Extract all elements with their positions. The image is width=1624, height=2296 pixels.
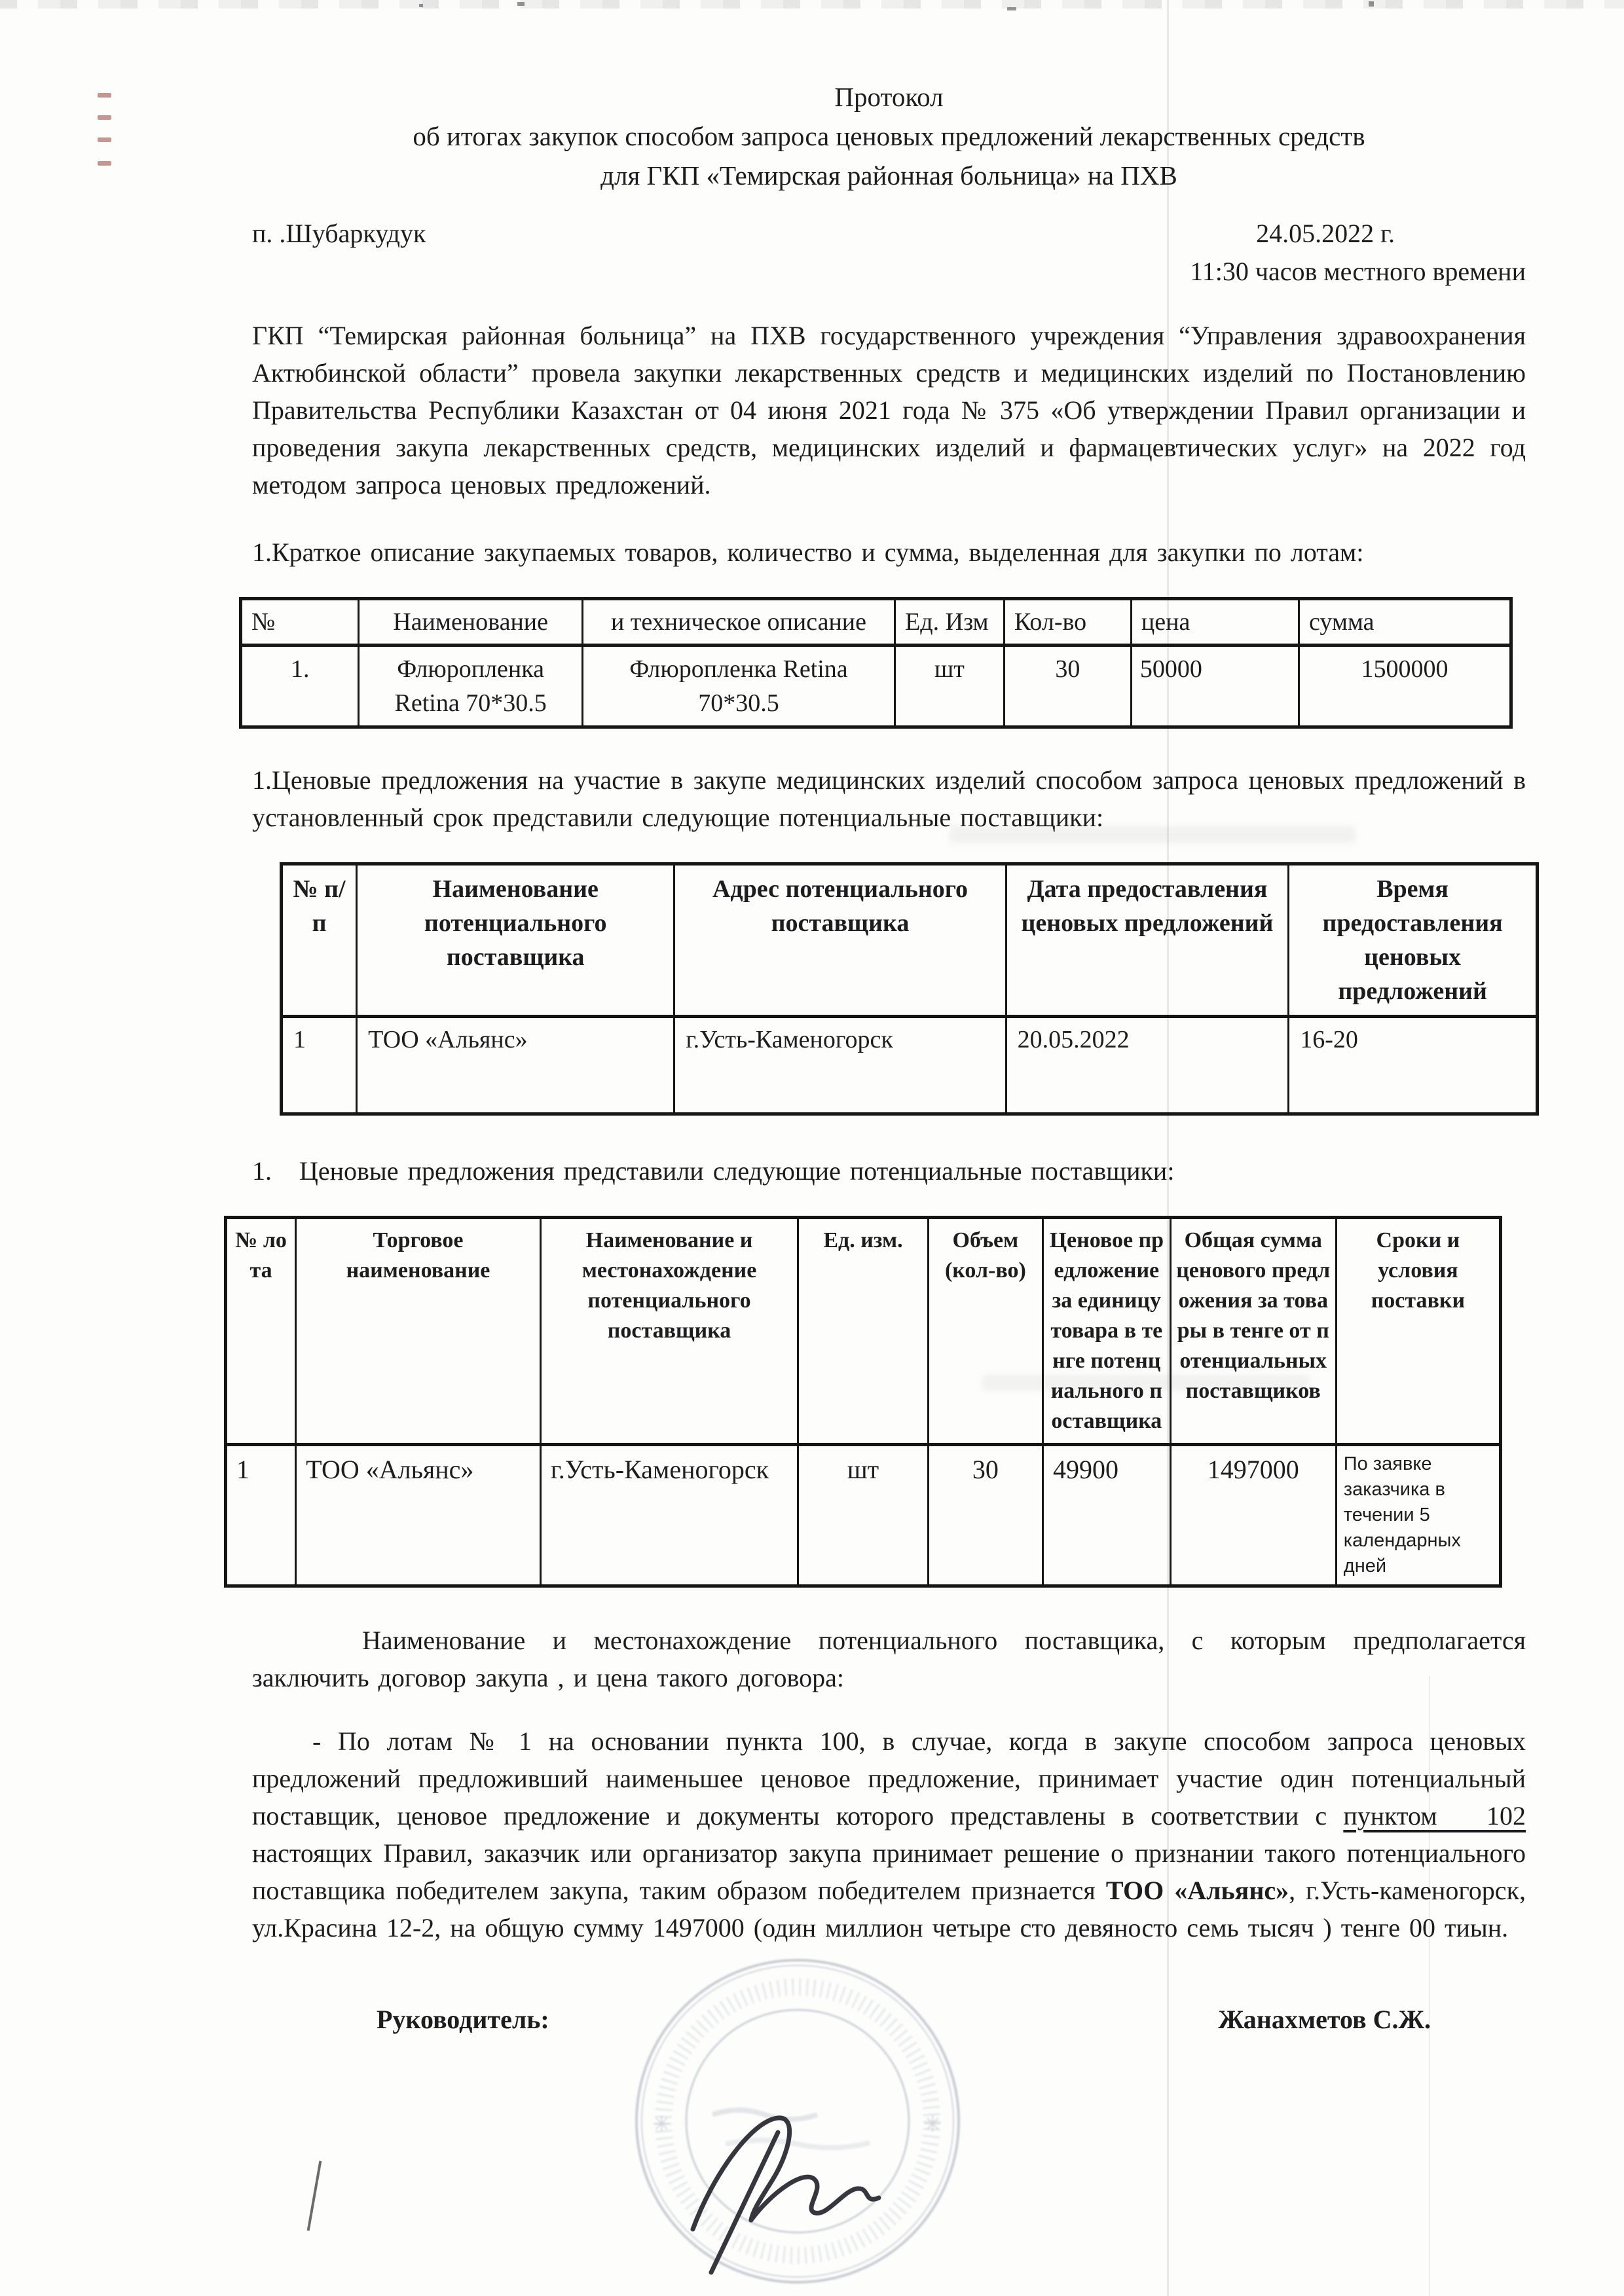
scan-noise-band: [0, 0, 1624, 9]
section2-heading: 1.Ценовые предложения на участие в закупе медицинских изделий способом запроса ценовых предложений в установленный срок представили следующие потенциальные поставщики:: [252, 765, 1526, 832]
section1-heading: 1.Краткое описание закупаемых товаров, количество и сумма, выделенная для закупки по лотам:: [252, 538, 1364, 567]
data-cell: 1.: [241, 646, 359, 727]
data-cell: г.Усть-Каменогорск: [540, 1445, 798, 1586]
data-cell: 1497000: [1170, 1445, 1336, 1586]
signature-row: [252, 2003, 1526, 2037]
underlined-clause: пунктом 102: [1343, 1801, 1526, 1831]
header-cell: Общая сумма ценового предложения за товары в тенге от потенциальных поставщиков: [1170, 1218, 1336, 1445]
data-cell: По заявке заказчика в течении 5 календарных дней: [1336, 1445, 1500, 1586]
doc-subtitle-1: об итогах закупок способом запроса ценовых предложений лекарственных средств: [413, 121, 1365, 151]
data-cell: 16-20: [1289, 1017, 1538, 1114]
place-label: п. .Шубаркудук: [252, 219, 426, 248]
header-cell: сумма: [1299, 599, 1511, 646]
scan-speck: [517, 2, 525, 6]
table-row: [241, 646, 1511, 727]
data-cell: Флюропленка Retina 70*30.5: [359, 646, 582, 727]
header-cell: Наименование: [359, 599, 582, 646]
header-cell: Ед. Изм: [895, 599, 1005, 646]
date-label: 24.05.2022 г.: [1256, 219, 1395, 248]
suppliers-submission-table: [280, 862, 1539, 1116]
header-cell: Адрес потенциального поставщика: [674, 864, 1006, 1017]
header-cell: Дата предоставления ценовых предложений: [1006, 864, 1289, 1017]
header-cell: Ценовое предложение за единицу товара в тенге потенциального поставщика: [1043, 1218, 1170, 1445]
data-cell: 50000: [1131, 646, 1299, 727]
header-cell: № лота: [226, 1218, 296, 1445]
conclusion-paragraph-2: [252, 1722, 1526, 1946]
header-cell: № п/п: [282, 864, 357, 1017]
data-cell: 30: [928, 1445, 1043, 1586]
data-cell: 30: [1004, 646, 1131, 727]
section3-heading: 1. Ценовые предложения представили следующие потенциальные поставщики:: [252, 1156, 1175, 1186]
header-cell: Время предоставления ценовых предложений: [1289, 864, 1538, 1017]
header-cell: и техническое описание: [582, 599, 895, 646]
red-mark-artifact: [98, 93, 111, 98]
scan-speck: [1007, 7, 1016, 10]
data-cell: шт: [895, 646, 1005, 727]
signatory-name: Жанахметов С.Ж.: [1218, 2005, 1431, 2034]
conclusion-text: настоящих Правил, заказчик или организатор закупа принимает решение о признании такого потенциального поставщика победителем закупа, таким образом победителем признается: [252, 1838, 1526, 1905]
header-cell: Сроки и условия поставки: [1336, 1218, 1500, 1445]
table-row: [226, 1445, 1501, 1586]
red-mark-artifact: [98, 137, 111, 142]
red-mark-artifact: [98, 115, 111, 120]
header-cell: Кол-во: [1004, 599, 1131, 646]
svg-text:✳: ✳: [923, 2113, 942, 2137]
header-cell: Наименование и местонахождение потенциального поставщика: [540, 1218, 798, 1445]
table-row: [282, 1017, 1538, 1114]
signature-label: Руководитель:: [377, 2005, 549, 2034]
conclusion-text: - По лотам № 1 на основании пункта 100, в случае, когда в закупе способом запроса ценовых предложений предложивший наименьшее ценовое предложение, принимает участие один потенциальный поставщик, ценовое предложение и документы которого представлены в соответствии с: [252, 1726, 1526, 1831]
header-cell: Ед. изм.: [798, 1218, 929, 1445]
data-cell: 1: [226, 1445, 296, 1586]
doc-title: Протокол: [834, 82, 944, 112]
time-label: 11:30 часов местного времени: [1190, 257, 1526, 286]
conclusion-text: , г.Усть-каменогорск, ул.Красина 12-2, на общую сумму 1497000 (один миллион четыре сто девяносто семь тысяч ) тенге 00 тиын.: [252, 1876, 1526, 1942]
data-cell: 49900: [1043, 1445, 1170, 1586]
data-cell: 1500000: [1299, 646, 1511, 727]
winner-name: ТОО «Альянс»: [1105, 1876, 1289, 1905]
svg-text:✳: ✳: [652, 2113, 671, 2137]
price-offers-table: [224, 1216, 1502, 1588]
data-cell: 1: [282, 1017, 357, 1114]
scan-speck: [419, 4, 423, 7]
data-cell: 20.05.2022: [1006, 1017, 1289, 1114]
signature-stroke: [674, 2092, 897, 2288]
header-cell: Объем (кол-во): [928, 1218, 1043, 1445]
intro-paragraph: ГКП “Темирская районная больница” на ПХВ государственного учреждения “Управления здравоохранения Актюбинской области” провела закупки лекарственных средств и медицинских изделий по Постановлению Правительства Республики Казахстан от 04 июня 2021 года № 375 «Об утверждении Правил организации и проведения закупа лекарственных средств, медицинских изделий и фармацевтических услуг» на 2022 год методом запроса ценовых предложений.: [252, 321, 1526, 500]
data-cell: ТОО «Альянс»: [357, 1017, 674, 1114]
table-header-row: [282, 864, 1538, 1017]
doc-subtitle-2: для ГКП «Темирская районная больница» на ПХВ: [600, 160, 1177, 191]
data-cell: шт: [798, 1445, 929, 1586]
conclusion-paragraph-1: Наименование и местонахождение потенциального поставщика, с которым предполагается заключить договор закупа , и цена такого договора:: [252, 1626, 1526, 1692]
table-header-row: [226, 1218, 1501, 1445]
data-cell: Флюропленка Retina 70*30.5: [582, 646, 895, 727]
table-header-row: [241, 599, 1511, 646]
header-cell: №: [241, 599, 359, 646]
scan-speck: [1369, 1, 1374, 7]
header-cell: цена: [1131, 599, 1299, 646]
header-cell: Наименование потенциального поставщика: [357, 864, 674, 1017]
data-cell: ТОО «Альянс»: [296, 1445, 541, 1586]
lots-summary-table: [239, 597, 1513, 729]
data-cell: г.Усть-Каменогорск: [674, 1017, 1006, 1114]
red-mark-artifact: [98, 161, 111, 166]
header-cell: Торговое наименование: [296, 1218, 541, 1445]
meta-row: [252, 217, 1526, 250]
